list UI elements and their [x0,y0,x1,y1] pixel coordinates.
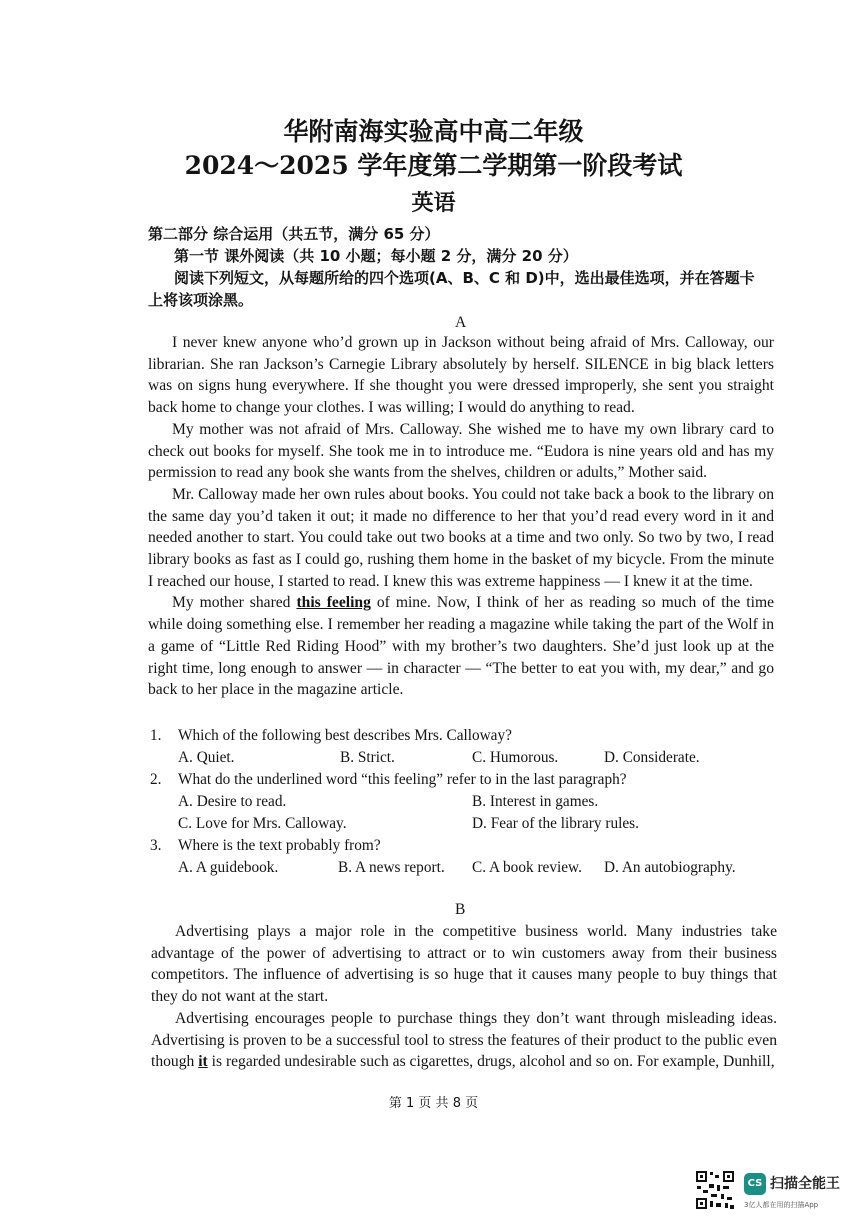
question-2-option-b: B. Interest in games. [472,793,599,810]
page-number: 第 1 页 共 8 页 [388,1096,479,1111]
question-1-stem: Which of the following best describes Mrs. Calloway? [178,727,512,744]
qr-code-icon [695,1170,735,1210]
question-1-option-c: C. Humorous. [472,749,559,766]
question-3-option-b: B. A news report. [338,859,445,876]
pb2-text-before: Advertising encourages people to purchase things they don’t want through misleading ideas. Advertising is proven to be a successful tool to stress the features of their product to the public even though [151,1009,777,1071]
instruction-line-1: 阅读下列短文，从每题所给的四个选项(A、B、C 和 D)中，选出最佳选项，并在答题卡 [174,269,755,287]
instruction-line-2: 上将该项涂黑。 [148,291,254,309]
scanner-tagline: 3亿人都在用的扫描App [744,1201,819,1209]
question-2-stem: What do the underlined word “this feeling” refer to in the last paragraph? [178,771,627,788]
question-1-number: 1. [150,727,162,744]
question-1-option-b: B. Strict. [340,749,395,766]
p4-text-before: My mother shared [172,594,297,612]
question-3-number: 3. [150,837,162,854]
passage-a-paragraph-4 [148,592,774,701]
question-2-number: 2. [150,771,162,788]
question-3-option-d: D. An autobiography. [604,859,736,876]
section-title: 第一节 课外阅读（共 10 小题；每小题 2 分，满分 20 分） [174,247,578,265]
question-1-option-a: A. Quiet. [178,749,235,766]
passage-b-label: B [455,901,466,918]
pb2-text-after: is regarded undesirable such as cigarettes, drugs, alcohol and so on. For example, Dunhill, [207,1053,775,1071]
passage-a [148,332,774,701]
underlined-this-feeling: this feeling [296,594,371,612]
passage-b-paragraph-1: Advertising plays a major role in the competitive business world. Many industries take advantage of the power of advertising to attract or to win customers away from their business competitors. The influence of advertising is so huge that it causes many people to buy things that they do not want at the start. [151,923,777,1006]
school-title: 华附南海实验高中高二年级 [283,117,584,146]
passage-a-label: A [455,314,467,331]
question-2-option-d: D. Fear of the library rules. [472,815,639,832]
underlined-it: it [198,1053,208,1071]
question-2-option-c: C. Love for Mrs. Calloway. [178,815,347,832]
passage-b-paragraph-2 [151,1008,777,1073]
scanner-app-name: 扫描全能王 [770,1176,840,1192]
passage-b [151,921,777,1073]
scanner-logo-icon: CS [744,1173,766,1195]
question-3-option-c: C. A book review. [472,859,582,876]
part-title: 第二部分 综合运用（共五节，满分 65 分） [148,225,440,243]
passage-a-paragraph-3: Mr. Calloway made her own rules about books. You could not take back a book to the library on the same day you’d taken it out; it made no difference to her that you’d read every word in it and needed another to start. You could take out two books at a time and two only. So two by two, I read library books as fast as I could go, rushing them home in the basket of my bicycle. From the minute I reached our house, I started to read. I knew this was extreme happiness — I knew it at the time. [148,485,774,590]
question-3-stem: Where is the text probably from? [178,837,381,854]
passage-a-paragraph-2: My mother was not afraid of Mrs. Calloway. She wished me to have my own library card to check out books for myself. She took me in to introduce me. “Eudora is nine years old and has my permission to read any book she wants from the shelves, children or adults,” Mother said. [148,420,774,482]
question-2-option-a: A. Desire to read. [178,793,287,810]
passage-a-paragraph-1: I never knew anyone who’d grown up in Jackson without being afraid of Mrs. Calloway, our librarian. She ran Jackson’s Carnegie Library absolutely by herself. SILENCE in big black letters was on signs hung everywhere. If she thought you were dressed improperly, she sent you straight back home to change your clothes. I was willing; I would do anything to read. [148,334,774,417]
exam-title: 2024～2025 学年度第二学期第一阶段考试 [184,151,683,180]
question-1-option-d: D. Considerate. [604,749,700,766]
question-3-option-a: A. A guidebook. [178,859,279,876]
p4-text-after: of mine. Now, I think of her as reading so much of the time while doing something else. I remember her reading a magazine while taking the part of the Wolf in a game of “Little Red Riding Hood” with my brother’s two daughters. She’d just look up at the right time, long enough to answer — in character — “The better to eat you with, my dear,” and go back to her place in the magazine article. [148,594,774,699]
subject-title: 英语 [411,190,456,216]
